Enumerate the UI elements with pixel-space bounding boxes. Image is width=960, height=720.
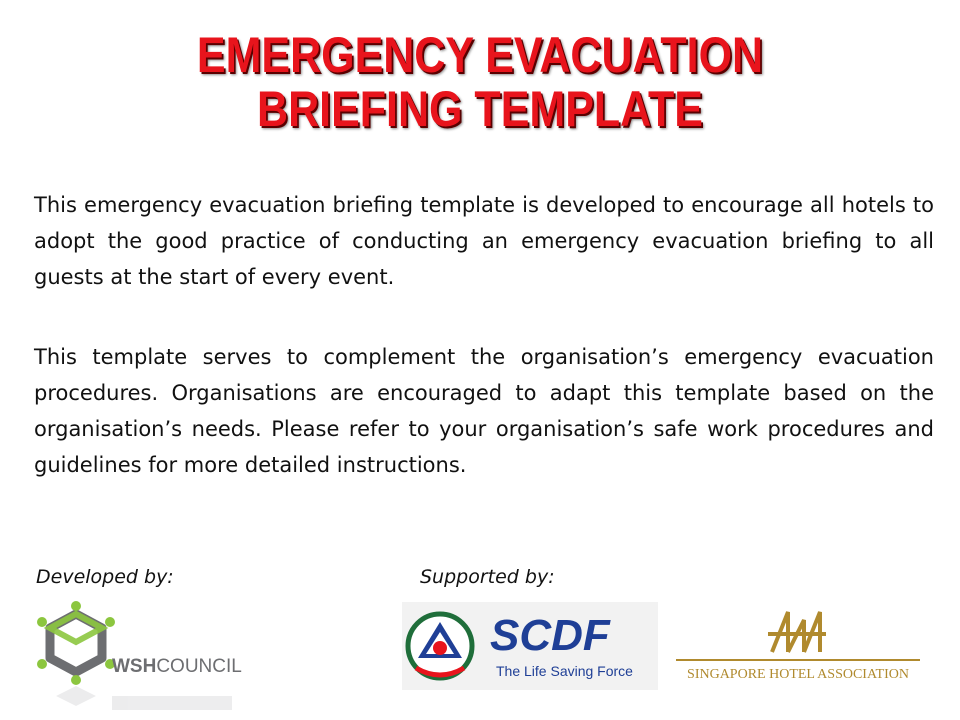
title-line-2: BRIEFING TEMPLATE xyxy=(257,81,703,137)
sha-emblem-icon xyxy=(768,612,826,652)
sha-logo-name: SINGAPORE HOTEL ASSOCIATION xyxy=(687,667,909,682)
scdf-logo xyxy=(402,602,658,690)
svg-text:WSHCOUNCIL xyxy=(112,656,242,677)
scdf-logo-name: SCDF xyxy=(490,611,610,660)
singapore-hotel-association-logo xyxy=(676,604,920,686)
wsh-logo-rest: COUNCIL xyxy=(156,656,242,677)
scdf-crest-icon xyxy=(408,614,472,678)
intro-paragraph: This emergency evacuation briefing template is developed to encourage all hotels to adopt the good practice of conducting an emergency evacuation briefing to all guests at the start of every event. xyxy=(34,193,934,289)
scdf-logo-tagline: The Life Saving Force xyxy=(496,663,633,679)
wsh-logo-bold: WSH xyxy=(112,656,157,677)
title-line-1: EMERGENCY EVACUATION xyxy=(196,27,764,83)
wsh-hexagon-icon xyxy=(37,601,115,685)
developed-by-label: Developed by: xyxy=(36,566,174,588)
wsh-council-logo xyxy=(36,600,256,718)
supported-by-label: Supported by: xyxy=(420,566,555,588)
guidance-paragraph: This template serves to complement the organisation’s emergency evacuation procedures. Organisations are encouraged to adapt this template based on the organisation’s needs. Please refer to your organisation’s safe work procedures and guidelines for more detailed instructions. xyxy=(34,345,934,477)
page-title xyxy=(0,28,960,136)
